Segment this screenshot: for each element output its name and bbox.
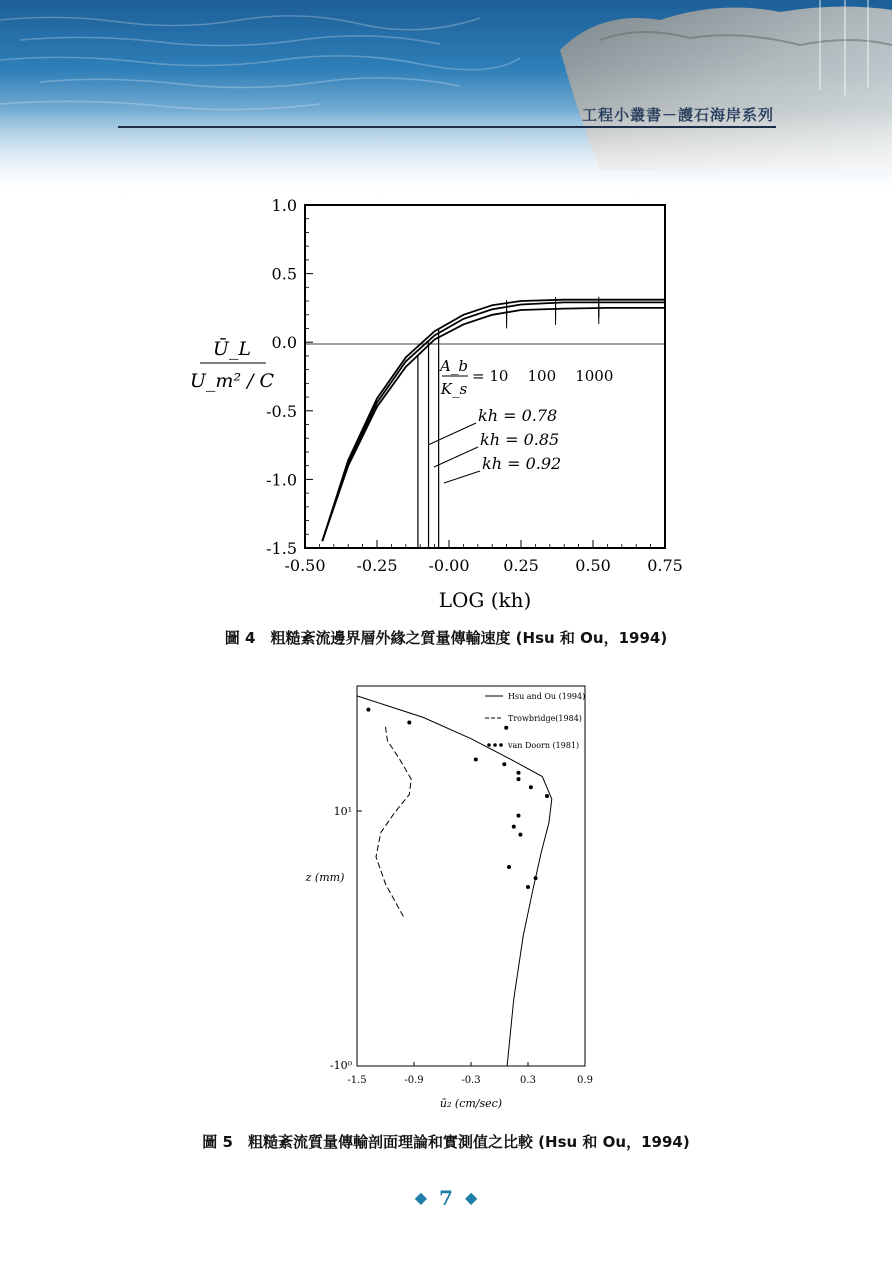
data-point bbox=[545, 794, 549, 798]
x-tick-label: -0.50 bbox=[284, 556, 326, 575]
sea-photo bbox=[0, 0, 892, 200]
data-point bbox=[534, 876, 538, 880]
kh-label-2: kh = 0.92 bbox=[482, 454, 562, 473]
data-point bbox=[502, 762, 506, 766]
kh-label-1: kh = 0.85 bbox=[480, 430, 560, 449]
diamond-icon: ◆ bbox=[414, 1188, 428, 1207]
x-tick-label: -0.25 bbox=[356, 556, 398, 575]
series-line-1 bbox=[376, 727, 411, 919]
x-tick-label: -0.00 bbox=[428, 556, 470, 575]
y-tick-label: 0.5 bbox=[271, 264, 297, 284]
x-tick-label: 0.50 bbox=[575, 556, 611, 575]
data-point bbox=[518, 833, 522, 837]
header-banner bbox=[0, 0, 892, 200]
series-title: 工程小叢書－護石海岸系列 bbox=[581, 106, 774, 124]
y-label-numerator: Ū_L bbox=[212, 338, 252, 360]
figure-5-chart bbox=[295, 680, 605, 1120]
figure-4-chart bbox=[190, 195, 710, 615]
data-point bbox=[407, 721, 411, 725]
kh-leader-1 bbox=[434, 447, 478, 467]
data-point bbox=[512, 825, 516, 829]
legend-swatch-dot bbox=[493, 743, 497, 747]
page-number-value: 7 bbox=[439, 1186, 453, 1210]
y-axis-label: z (mm) bbox=[305, 871, 345, 884]
data-point bbox=[517, 771, 521, 775]
y-tick-label: 1.0 bbox=[271, 196, 297, 215]
y-tick-label: 0.0 bbox=[271, 333, 297, 353]
legend-swatch-dot bbox=[499, 743, 503, 747]
x-tick-label: -0.3 bbox=[461, 1075, 481, 1086]
data-point bbox=[517, 777, 521, 781]
x-ticks bbox=[284, 540, 682, 575]
legend-swatch-dot bbox=[487, 743, 491, 747]
y-tick-label: -1.0 bbox=[266, 470, 297, 490]
data-point bbox=[366, 708, 370, 712]
legend bbox=[485, 692, 585, 750]
kh-vertical-lines bbox=[418, 329, 439, 548]
figure-5-caption: 圖 5 粗糙紊流質量傳輸剖面理論和實測值之比較 (Hsu 和 Ou，1994) bbox=[202, 1133, 690, 1151]
kh-leader-0 bbox=[428, 423, 476, 445]
series-group bbox=[357, 696, 552, 1066]
data-point bbox=[517, 814, 521, 818]
ratio-label-numerator: A_b bbox=[440, 357, 468, 375]
legend-entry-0: Hsu and Ou (1994) bbox=[508, 692, 586, 701]
x-tick-label: 0.3 bbox=[520, 1075, 536, 1086]
legend-entry-2: van Doorn (1981) bbox=[508, 741, 580, 750]
data-point bbox=[504, 726, 508, 730]
kh-leader-2 bbox=[444, 471, 480, 483]
page-number bbox=[0, 1186, 892, 1210]
header-rule bbox=[118, 126, 776, 128]
x-axis-label: LOG (kh) bbox=[438, 588, 532, 612]
legend-entry-1: Trowbridge(1984) bbox=[508, 714, 582, 723]
y-tick-label: -0.5 bbox=[266, 401, 297, 421]
x-tick-label: 0.75 bbox=[647, 556, 683, 575]
ratio-values: = 10 100 1000 bbox=[472, 367, 614, 385]
figure-5 bbox=[295, 680, 605, 1120]
x-axis-label: ū₂ (cm/sec) bbox=[439, 1097, 503, 1110]
x-tick-label: 0.25 bbox=[503, 556, 539, 575]
y-label-denominator: U_m² / C bbox=[190, 370, 275, 392]
data-point bbox=[474, 758, 478, 762]
data-point bbox=[529, 785, 533, 789]
kh-label-0: kh = 0.78 bbox=[478, 406, 558, 425]
y-tick-label: -1.5 bbox=[266, 539, 297, 558]
ratio-label-denominator: K_s bbox=[440, 380, 468, 398]
data-point bbox=[507, 865, 511, 869]
x-tick-label: -1.5 bbox=[347, 1075, 367, 1086]
figure-4 bbox=[190, 195, 710, 615]
diamond-icon: ◆ bbox=[464, 1188, 478, 1207]
series-line-0 bbox=[357, 696, 552, 1066]
x-tick-label: 0.9 bbox=[577, 1075, 593, 1086]
y-tick-label-top: 10¹ bbox=[333, 805, 352, 818]
figure-4-caption: 圖 4 粗糙紊流邊界層外緣之質量傳輸速度 (Hsu 和 Ou，1994) bbox=[224, 629, 668, 647]
x-tick-label: -0.9 bbox=[404, 1075, 424, 1086]
y-tick-label-bottom: -10⁰ bbox=[329, 1059, 352, 1072]
data-point bbox=[526, 885, 530, 889]
